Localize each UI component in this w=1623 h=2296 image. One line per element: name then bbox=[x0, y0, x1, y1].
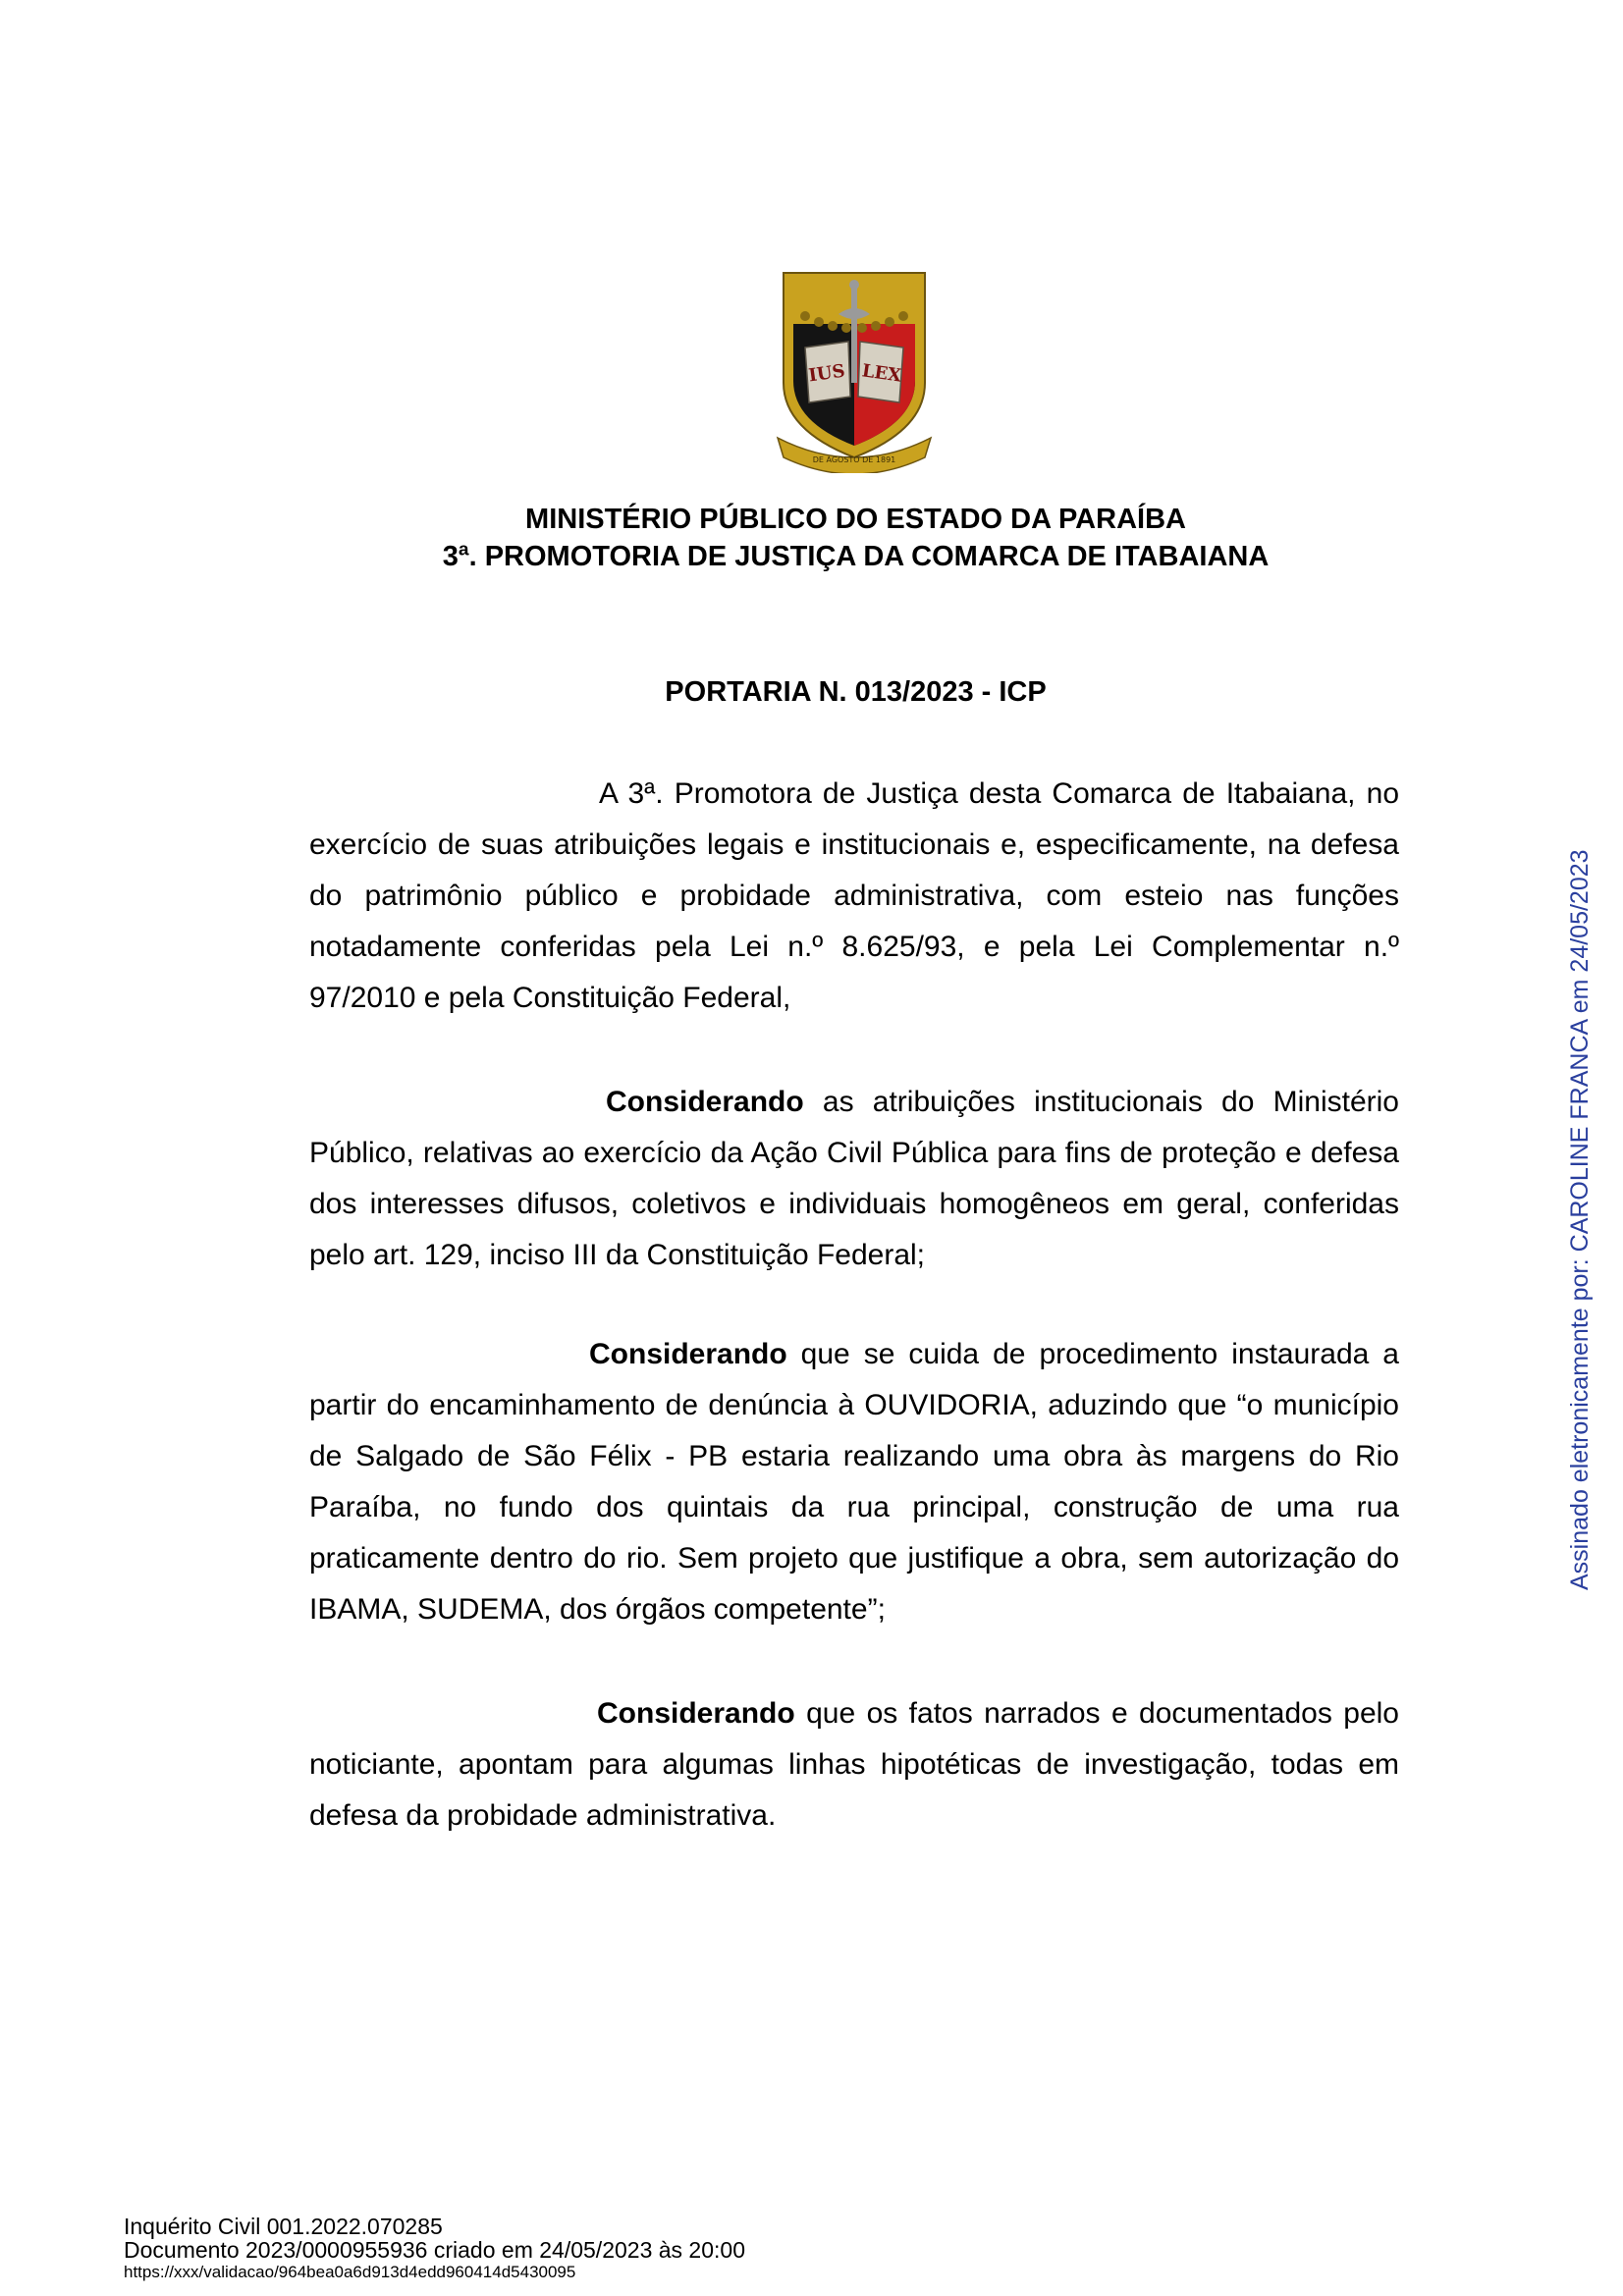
seal-book-left-text: IUS bbox=[807, 360, 846, 387]
electronic-signature-stamp: Assinado eletronicamente por: CAROLINE FRANCA em 24/05/2023 bbox=[1566, 849, 1594, 1590]
promotoria-name: 3ª. PROMOTORIA DE JUSTIÇA DA COMARCA DE ITABAIANA bbox=[442, 541, 1270, 572]
considerando-keyword: Considerando bbox=[589, 1338, 787, 1370]
considerando-keyword: Considerando bbox=[606, 1086, 804, 1118]
paragraph-text: que os fatos narrados e documentados pelo noticiante, apontam para algumas linhas hipotéticas de investigação, todas em defesa da probidade administrativa. bbox=[309, 1697, 1399, 1832]
portaria-title: PORTARIA N. 013/2023 - ICP bbox=[665, 676, 1047, 708]
paragraph-considerando-2 bbox=[309, 1329, 1399, 1635]
footer-documento: Documento 2023/0000955936 criado em 24/05/2023 às 20:00 bbox=[124, 2237, 745, 2263]
paragraph-text: as atribuições institucionais do Ministério Público, relativas ao exercício da Ação Civil Pública para fins de proteção e defesa dos interesses difusos, coletivos e individuais homogêneos em geral, conferidas pelo art. 129, inciso III da Constituição Federal; bbox=[309, 1086, 1399, 1271]
institution-name: MINISTÉRIO PÚBLICO DO ESTADO DA PARAÍBA bbox=[525, 504, 1186, 535]
seal-ribbon-text: DE AGOSTO DE 1891 bbox=[812, 455, 896, 464]
paragraph-considerando-3 bbox=[309, 1688, 1399, 1842]
paragraph-considerando-1 bbox=[309, 1077, 1399, 1281]
considerando-keyword: Considerando bbox=[597, 1697, 795, 1730]
paragraph-text: A 3ª. Promotora de Justiça desta Comarca de Itabaiana, no exercício de suas atribuições legais e institucionais e, especificamente, na defesa do patrimônio público e probidade administrativa, com esteio nas funções notadamente conferidas pela Lei n.º 8.625/93, e pela Lei Complementar n.º 97/2010 e pela Constituição Federal, bbox=[309, 777, 1399, 1014]
footer-inquerito: Inquérito Civil 001.2022.070285 bbox=[124, 2214, 443, 2239]
paragraph-intro bbox=[309, 769, 1399, 1024]
ministry-seal-logo bbox=[776, 267, 933, 473]
seal-book-right-text: LEX bbox=[860, 360, 903, 387]
footer-validation-url: https://xxx/validacao/964bea0a6d913d4edd960414d5430095 bbox=[124, 2263, 576, 2281]
paragraph-text: que se cuida de procedimento instaurada a partir do encaminhamento de denúncia à OUVIDORIA, aduzindo que “o município de Salgado de São Félix - PB estaria realizando uma obra às margens do Rio Paraíba, no fundo dos quintais da rua principal, construção de uma rua praticamente dentro do rio. Sem projeto que justifique a obra, sem autorização do IBAMA, SUDEMA, dos órgãos competente”; bbox=[309, 1338, 1399, 1626]
